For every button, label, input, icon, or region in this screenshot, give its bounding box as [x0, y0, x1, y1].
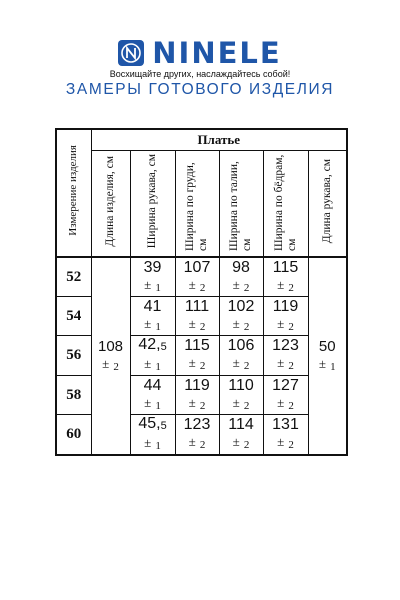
tolerance: ± 2 [232, 355, 250, 372]
chest-value: 107 ± 2 [175, 257, 219, 297]
tolerance: ± 1 [318, 355, 336, 373]
brand-name: NINELE [152, 36, 282, 70]
table-row [56, 257, 347, 297]
tolerance: ± 2 [232, 434, 250, 451]
tolerance: ± 2 [277, 315, 294, 333]
tolerance: ± 2 [277, 434, 294, 451]
tolerance: ± 1 [144, 356, 161, 373]
sleeve-length-value: 50 ± 1 [308, 257, 347, 455]
size-column-header: Измерение изделия [56, 129, 91, 257]
tolerance: ± 2 [277, 394, 294, 412]
tagline: Восхищайте других, наслаждайтесь собой! [109, 69, 291, 79]
tolerance: ± 2 [188, 315, 206, 333]
column-header-chest: Ширина по груди, см [175, 151, 219, 258]
size-label: 60 [56, 415, 91, 456]
hips-value: 115 ± 2 [263, 257, 308, 297]
size-table [55, 128, 348, 456]
tolerance: ± 1 [144, 435, 161, 452]
sleeve-width-value: 44 ± 1 [130, 376, 175, 415]
size-label: 52 [56, 257, 91, 297]
page-title: ЗАМЕРЫ ГОТОВОГО ИЗДЕЛИЯ [65, 81, 335, 98]
hips-value: 131 ± 2 [263, 415, 308, 456]
column-header-length: Длина изделия, см [91, 151, 130, 258]
waist-value: 102 ± 2 [219, 297, 263, 336]
waist-value: 106 ± 2 [219, 336, 263, 376]
hips-value: 119 ± 2 [263, 297, 308, 336]
n-logo-icon [118, 40, 144, 66]
waist-value: 98 ± 2 [219, 257, 263, 297]
brand-logo [0, 38, 400, 68]
tolerance: ± 2 [232, 315, 250, 333]
column-header-sleeve-length: Длина рукава, см [308, 151, 347, 258]
tolerance: ± 2 [277, 355, 294, 372]
tolerance: ± 2 [232, 394, 250, 412]
size-label: 58 [56, 376, 91, 415]
chest-value: 111 ± 2 [175, 297, 219, 336]
chest-value: 119 ± 2 [175, 376, 219, 415]
hips-value: 123 ± 2 [263, 336, 308, 376]
tolerance: ± 2 [188, 276, 206, 294]
size-label: 54 [56, 297, 91, 336]
column-header-waist: Ширина по талии, см [219, 151, 263, 258]
sleeve-width-value: 42,5 ± 1 [130, 336, 175, 376]
sleeve-width-value: 41 ± 1 [130, 297, 175, 336]
tolerance: ± 2 [188, 434, 206, 451]
waist-value: 114 ± 2 [219, 415, 263, 456]
hips-value: 127 ± 2 [263, 376, 308, 415]
sleeve-width-value: 45,5 ± 1 [130, 415, 175, 456]
chest-value: 123 ± 2 [175, 415, 219, 456]
tolerance: ± 1 [144, 276, 161, 294]
sleeve-width-value: 39 ± 1 [130, 257, 175, 297]
tolerance: ± 2 [277, 276, 294, 294]
tolerance: ± 2 [232, 276, 250, 294]
product-name: Платье [91, 129, 347, 151]
tolerance: ± 2 [188, 355, 206, 372]
tolerance: ± 1 [144, 394, 161, 412]
size-label: 56 [56, 336, 91, 376]
tolerance: ± 2 [102, 355, 119, 373]
tolerance: ± 2 [188, 394, 206, 412]
tolerance: ± 1 [144, 315, 161, 333]
column-header-sleeve-width: Ширина рукава, см [130, 151, 175, 258]
chest-value: 115 ± 2 [175, 336, 219, 376]
column-header-hips: Ширина по бёдрам, см [263, 151, 308, 258]
waist-value: 110 ± 2 [219, 376, 263, 415]
length-value: 108 ± 2 [91, 257, 130, 455]
